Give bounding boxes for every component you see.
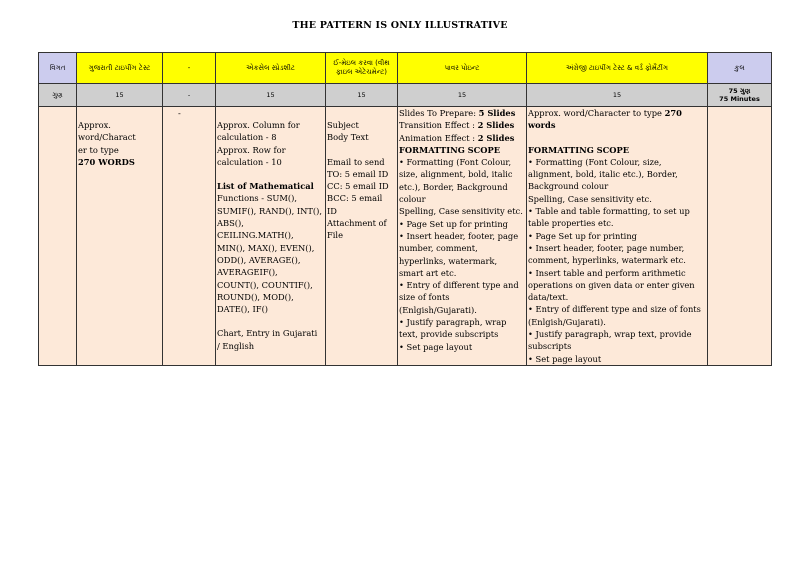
marks-english: 15: [527, 84, 708, 107]
details-powerpoint-cell: [398, 107, 527, 366]
word-line: • Insert header, footer, page number,: [528, 242, 685, 253]
ppt-line: text, provide subscripts: [399, 329, 499, 340]
excel-line: SUMIF(), RAND(), INT(),: [217, 205, 323, 216]
details-word-cell: [527, 107, 708, 366]
ppt-line: • Page Set up for printing: [399, 218, 508, 229]
total-minutes: 75 Minutes: [719, 95, 760, 103]
gujarati-line: word/Charact: [78, 132, 136, 143]
marks-label: ગુણ: [39, 84, 77, 107]
ppt-line: etc.), Border, Background: [399, 181, 508, 192]
ppt-line: FORMATTING SCOPE: [399, 144, 501, 155]
excel-line: CEILING.MATH(),: [217, 230, 294, 241]
marks-total: [708, 84, 772, 107]
header-excel: એકસેલ સ્પ્રેડશીટ: [216, 53, 326, 84]
word-line: • Formatting (Font Colour, size,: [528, 156, 662, 167]
word-line: • Table and table formatting, to set up: [528, 206, 690, 217]
header-total: કુલ: [708, 53, 772, 84]
header-details: વિગત: [39, 53, 77, 84]
email-line: BCC: 5 email: [327, 193, 383, 204]
excel-line: Approx. Row for: [217, 144, 286, 155]
ppt-line: • Set page layout: [399, 341, 473, 352]
ppt-line: • Formatting (Font Colour,: [399, 157, 512, 168]
ppt-line: number, comment,: [399, 243, 478, 254]
excel-line: COUNT(), COUNTIF(),: [217, 279, 313, 290]
marks-email: 15: [326, 84, 398, 107]
ppt-line: hyperlinks, watermark,: [399, 255, 498, 266]
details-label-cell: [39, 107, 77, 366]
excel-line: calculation - 8: [217, 132, 277, 143]
header-gujarati-typing: ગુજરાતી ટાઇપીંગ ટેસ્ટ: [77, 53, 163, 84]
ppt-line: Spelling, Case sensitivity etc.: [399, 206, 523, 217]
marks-hyphen: -: [163, 84, 216, 107]
excel-line: ABS(),: [217, 218, 244, 229]
word-line: Approx. word/Character to type 270: [528, 108, 682, 118]
word-line: operations on given data or enter given: [528, 279, 695, 290]
header-row: [39, 53, 772, 84]
gujarati-line: er to type: [78, 144, 119, 155]
page-title: THE PATTERN IS ONLY ILLUSTRATIVE: [292, 20, 508, 31]
ppt-line: colour: [399, 194, 426, 205]
email-line: File: [327, 230, 343, 241]
word-line: Background colour: [528, 181, 609, 192]
excel-line: ROUND(), MOD(),: [217, 291, 294, 302]
excel-line: Chart, Entry in Gujarati: [217, 328, 318, 339]
word-line: table properties etc.: [528, 218, 614, 229]
excel-line: ODD(), AVERAGE(),: [217, 254, 301, 265]
header-english-typing-word: અંગ્રેજી ટાઇપીંગ ટેસ્ટ & વર્ડ ફોર્મેટીંગ: [527, 53, 708, 84]
word-line: • Justify paragraph, wrap text, provide: [528, 329, 692, 340]
marks-powerpoint: 15: [398, 84, 527, 107]
marks-excel: 15: [216, 84, 326, 107]
word-line: (Enlgish/Gujarati).: [528, 316, 606, 327]
word-line: comment, hyperlinks, watermark etc.: [528, 255, 686, 266]
excel-line: Functions - SUM(),: [217, 193, 298, 204]
gujarati-line: Approx.: [78, 120, 111, 130]
email-line: Email to send: [327, 156, 385, 167]
details-excel-cell: [216, 107, 326, 366]
details-gujarati-cell: [77, 107, 163, 366]
word-line: • Entry of different type and size of fonts: [528, 304, 701, 315]
email-line: CC: 5 email ID: [327, 181, 389, 192]
total-marks: 75 ગુણ: [728, 87, 751, 95]
ppt-line: • Justify paragraph, wrap: [399, 317, 507, 328]
excel-line: DATE(), IF(): [217, 304, 269, 315]
gujarati-line: 270 WORDS: [78, 156, 135, 167]
word-line: • Insert table and perform arithmetic: [528, 267, 686, 278]
excel-line: List of Mathematical: [217, 181, 314, 192]
word-line: alignment, bold, italic etc.), Border,: [528, 169, 678, 180]
ppt-line: smart art etc.: [399, 267, 457, 278]
word-line: subscripts: [528, 341, 572, 352]
excel-line: AVERAGEIF(),: [217, 267, 278, 278]
ppt-line: Animation Effect : 2 Slides: [399, 132, 515, 143]
header-hyphen: -: [163, 53, 216, 84]
word-line: words: [528, 120, 556, 131]
email-line: Attachment of: [327, 218, 387, 229]
email-line: Subject: [327, 120, 359, 130]
email-line: ID: [327, 205, 337, 216]
header-email: ઈ-મેઇલ કરવા (વીથ ફાઇલ એટેચમેન્ટ): [326, 53, 398, 84]
excel-line: Approx. Column for: [217, 120, 300, 130]
details-total-cell: [708, 107, 772, 366]
word-line: Spelling, Case sensitivity etc.: [528, 193, 652, 204]
word-line: FORMATTING SCOPE: [528, 144, 630, 155]
word-line: • Page Set up for printing: [528, 230, 637, 241]
excel-line: MIN(), MAX(), EVEN(),: [217, 242, 315, 253]
marks-row: [39, 84, 772, 107]
word-line: data/text.: [528, 292, 569, 303]
details-hyphen-cell: -: [163, 107, 216, 366]
ppt-line: Slides To Prepare: 5 Slides: [399, 108, 516, 118]
marks-gujarati: 15: [77, 84, 163, 107]
details-row: [39, 107, 772, 366]
ppt-line: • Insert header, footer, page: [399, 230, 519, 241]
excel-line: calculation - 10: [217, 156, 282, 167]
ppt-line: Transition Effect : 2 Slides: [399, 120, 515, 131]
exam-pattern-table: [38, 52, 772, 366]
ppt-line: size, alignment, bold, italic: [399, 169, 513, 180]
header-powerpoint: પાવર પોઇન્ટ: [398, 53, 527, 84]
details-email-cell: [326, 107, 398, 366]
ppt-line: size of fonts: [399, 292, 450, 303]
email-line: TO: 5 email ID: [327, 168, 389, 179]
email-line: Body Text: [327, 132, 369, 143]
ppt-line: • Entry of different type and: [399, 280, 519, 291]
ppt-line: (Enlgish/Gujarati).: [399, 304, 477, 315]
word-line: • Set page layout: [528, 353, 602, 364]
excel-line: / English: [217, 340, 255, 351]
